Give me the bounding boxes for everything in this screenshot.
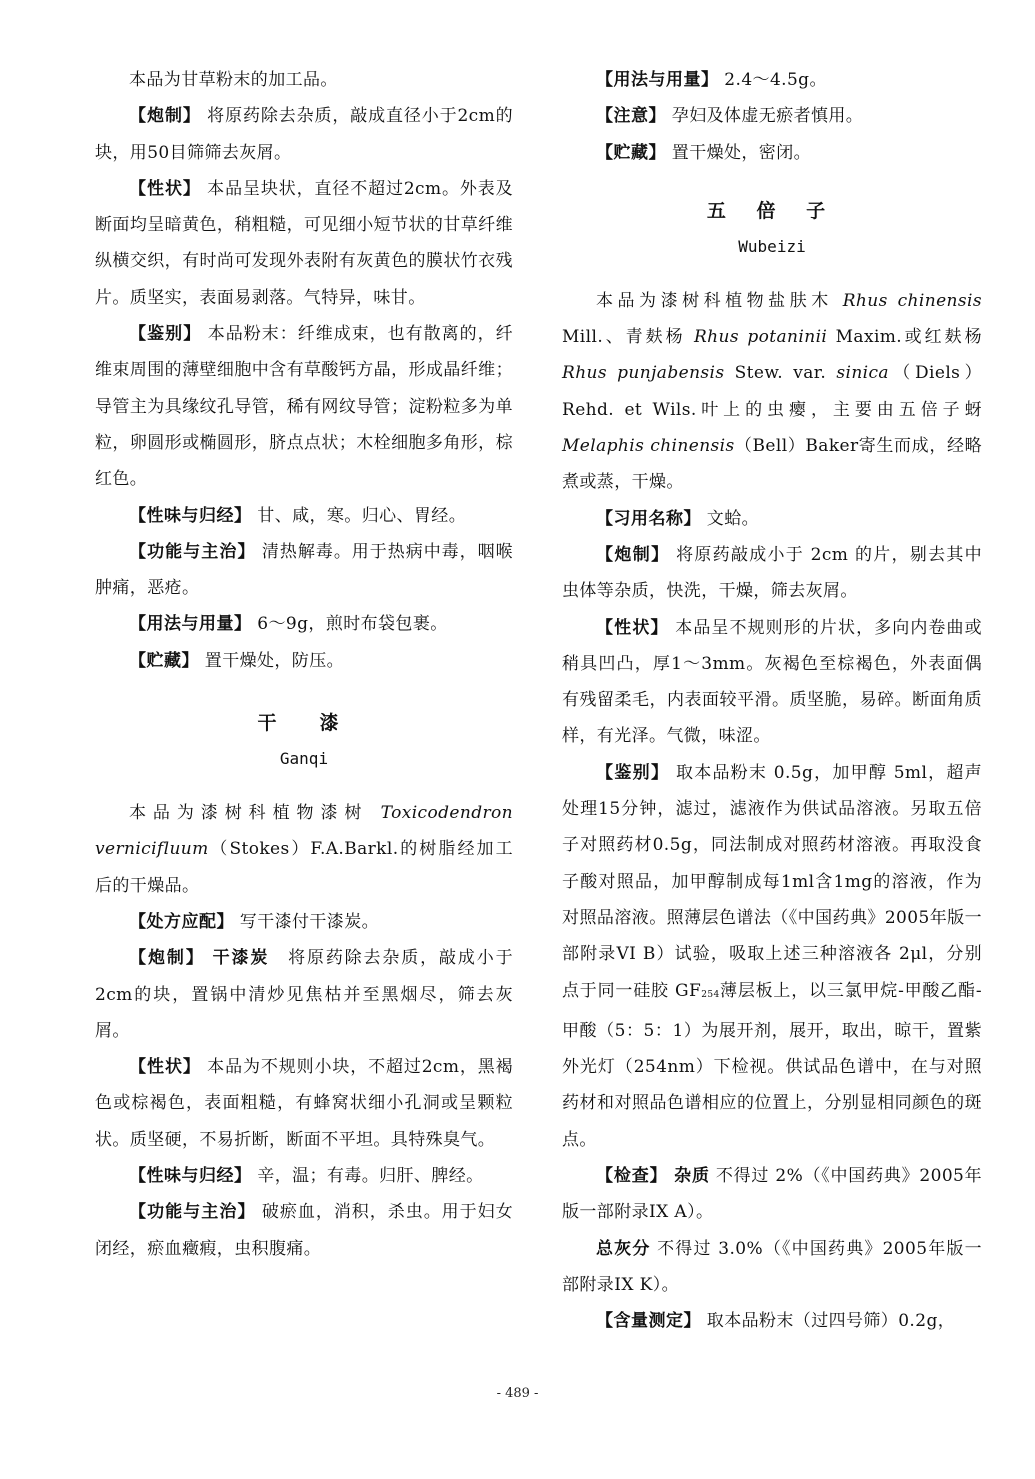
paozhi-paragraph: [95, 98, 513, 171]
chufang-paragraph: [95, 904, 513, 940]
section-text: 写干漆付干漆炭。: [234, 911, 380, 932]
ganqi-gongneng-paragraph: [95, 1194, 513, 1267]
section-label: 【检查】: [596, 1166, 668, 1187]
section-text: 6～9g，煎时布袋包裹。: [251, 614, 448, 635]
yongfa-paragraph: [95, 606, 513, 642]
subscript: 254: [701, 989, 720, 1000]
section-text: 薄层板上，以三氯甲烷-甲酸乙酯-甲酸（5：5：1）为展开剂，展开，取出，晾干，置紫外光灯（254nm）下检视。供试品色谱中，在与对照药材和对照品色谱相应的位置上，分别显相同颜色的斑点。: [562, 980, 982, 1150]
section-label: 【性状】: [129, 1057, 201, 1078]
xingzhuang-paragraph: [95, 171, 513, 316]
section-text: 取本品粉末（过四号筛）0.2g，: [701, 1311, 956, 1332]
latin-name: sinica: [836, 363, 889, 384]
section-label: 【处方应配】: [129, 911, 234, 932]
intro-text: 本品为漆树科植物漆树: [129, 803, 381, 824]
xiyong-paragraph: [562, 501, 982, 537]
section-label: 【性状】: [129, 178, 201, 199]
ganqi-intro: [95, 795, 513, 904]
intro-text: （Diels）Rehd. et Wils.叶上的虫瘿，主要由五倍子蚜: [562, 363, 983, 420]
right-column: [562, 62, 982, 1340]
zhucang-paragraph: [95, 643, 513, 679]
intro-text: Maxim.或红麸杨: [827, 327, 982, 348]
latin-name: Rhus chinensis: [842, 290, 982, 311]
section-text: 取本品粉末 0.5g，加甲醇 5ml，超声处理15分钟，滤过，滤液作为供试品溶液。另取五倍子对照药材0.5g，同法制成对照药材溶液。再取没食子酸对照品，加甲醇制成每1ml含1mg的溶液，作为对照品溶液。照薄层色谱法（《中国药典》2005年版一部附录VI B）试验，吸取上述三种溶液各 2μl，分别点于同一硅胶 GF: [562, 762, 982, 1001]
section-text: 孕妇及体虚无瘀者慎用。: [666, 106, 864, 127]
intro-text: （Stokes）F.A.Barkl.的树脂经加工后的干燥品。: [95, 839, 513, 896]
section-text: 将原药敲成小于 2cm 的片，剔去其中虫体等杂质，快洗，干燥，筛去灰屑。: [562, 544, 982, 602]
section-label: 【鉴别】: [129, 324, 202, 345]
jianbie-paragraph: [95, 316, 513, 497]
subsection-label: 杂质: [667, 1166, 710, 1187]
section-label: 【贮藏】: [129, 650, 199, 671]
intro-text: Stew. var.: [724, 363, 837, 384]
zhuyi-paragraph: [562, 98, 982, 134]
section-text: 本品呈块状，直径不超过2cm。外表及断面均呈暗黄色，稍粗糙，可见细小短节状的甘草纤维纵横交织，有时尚可发现外表附有灰黄色的膜状竹衣残片。质坚实，表面易剥落。气特异，味甘。: [95, 178, 513, 308]
intro-text: Mill.、青麸杨: [562, 327, 694, 348]
section-label: 【性味与归经】: [129, 1166, 252, 1187]
section-text: 文蛤。: [701, 508, 760, 529]
section-label: 【炮制】: [129, 106, 201, 127]
wubeizi-intro: [562, 283, 982, 501]
paozhi-paragraph: [562, 537, 982, 610]
jiancha-paragraph: [562, 1158, 982, 1231]
section-label: 【用法与用量】: [129, 614, 252, 635]
intro-text: 本品为漆树科植物盐肤木: [596, 290, 843, 311]
section-label: 【功能与主治】: [129, 1202, 256, 1223]
section-label: 【炮制】: [596, 544, 670, 565]
intro-paragraph: 本品为甘草粉末的加工品。: [129, 70, 338, 90]
yongfa-paragraph: [562, 62, 982, 98]
section-label: 【习用名称】: [596, 508, 701, 529]
jianbie-paragraph: [562, 755, 982, 1158]
latin-name: Melaphis chinensis: [562, 436, 735, 457]
section-label: 【注意】: [596, 106, 666, 127]
section-text: 将原药除去杂质，敲成直径小于2cm的块，用50目筛筛去灰屑。: [95, 106, 513, 163]
section-text: 不得过 2%（《中国药典》2005年版一部附录IX A）。: [562, 1166, 983, 1223]
ganqi-paozhi-paragraph: [95, 940, 513, 1049]
xingzhuang-paragraph: [562, 610, 982, 755]
section-text: 将原药除去杂质，敲成小于2cm的块，置锅中清炒见焦枯并至黑烟尽，筛去灰屑。: [95, 948, 513, 1041]
section-text: 破瘀血，消积，杀虫。用于妇女闭经，瘀血癥瘕，虫积腹痛。: [95, 1202, 513, 1259]
section-label: 【炮制】: [129, 948, 205, 969]
ganqi-xingwei-paragraph: [95, 1158, 513, 1194]
section-label: 【性状】: [596, 617, 669, 638]
hanliang-paragraph: [562, 1303, 982, 1339]
intro-text: （Bell）Baker寄生而成，经略煮或蒸，干燥。: [562, 436, 982, 493]
gongneng-paragraph: [95, 534, 513, 607]
section-label: 【功能与主治】: [129, 541, 256, 562]
section-label: 【性味与归经】: [129, 505, 252, 526]
section-text: 清热解毒。用于热病中毒，咽喉肿痛，恶疮。: [95, 541, 513, 599]
xingwei-paragraph: [95, 498, 513, 534]
zhucang-paragraph: [562, 135, 982, 171]
entry-title: 干 漆: [257, 712, 351, 735]
section-text: 本品为不规则小块，不超过2cm，黑褐色或棕褐色，表面粗糙，有蜂窝状细小孔洞或呈颗粒状。质坚硬，不易折断，断面不平坦。具特殊臭气。: [95, 1057, 513, 1150]
section-label: 【鉴别】: [596, 762, 670, 783]
left-column: [95, 62, 513, 1267]
latin-name: Rhus punjabensis: [562, 363, 725, 384]
section-label: 【用法与用量】: [596, 70, 719, 90]
latin-name: Rhus potaninii: [693, 327, 828, 348]
page-number: - 489 -: [496, 1386, 539, 1401]
section-label: 【含量测定】: [596, 1311, 701, 1332]
subsection-label: 总灰分: [596, 1238, 651, 1259]
section-text: 甘、咸，寒。归心、胃经。: [251, 505, 467, 526]
section-text: 本品呈不规则形的片状，多向内卷曲或稍具凹凸，厚1～3mm。灰褐色至棕褐色，外表面偶有残留柔毛，内表面较平滑。质坚脆，易碎。断面角质样，有光泽。气微，味涩。: [562, 617, 983, 747]
ganqi-xingzhuang-paragraph: [95, 1049, 513, 1158]
section-text: 置干燥处，密闭。: [666, 142, 812, 163]
entry-pinyin: Ganqi: [279, 749, 329, 769]
subsection-label: 干漆炭: [204, 948, 270, 969]
huifen-paragraph: [562, 1231, 982, 1304]
section-text: 本品粉末：纤维成束，也有散离的，纤维束周围的薄壁细胞中含有草酸钙方晶，形成晶纤维；导管主为具缘纹孔导管，稀有网纹导管；淀粉粒多为单粒，卵圆形或椭圆形，脐点点状；木栓细胞多角形，棕红色。: [95, 324, 514, 490]
latin-name: Toxicodendron vernicifluum: [95, 803, 513, 860]
entry-pinyin: Wubeizi: [738, 236, 806, 256]
section-text: 不得过 3.0%（《中国药典》2005年版一部附录IX K）。: [562, 1238, 982, 1295]
section-text: 2.4～4.5g。: [718, 70, 827, 90]
section-label: 【贮藏】: [596, 142, 666, 163]
section-text: 置干燥处，防压。: [199, 650, 345, 671]
section-text: 辛，温；有毒。归肝、脾经。: [251, 1166, 484, 1187]
entry-title: 五 倍 子: [706, 199, 838, 222]
